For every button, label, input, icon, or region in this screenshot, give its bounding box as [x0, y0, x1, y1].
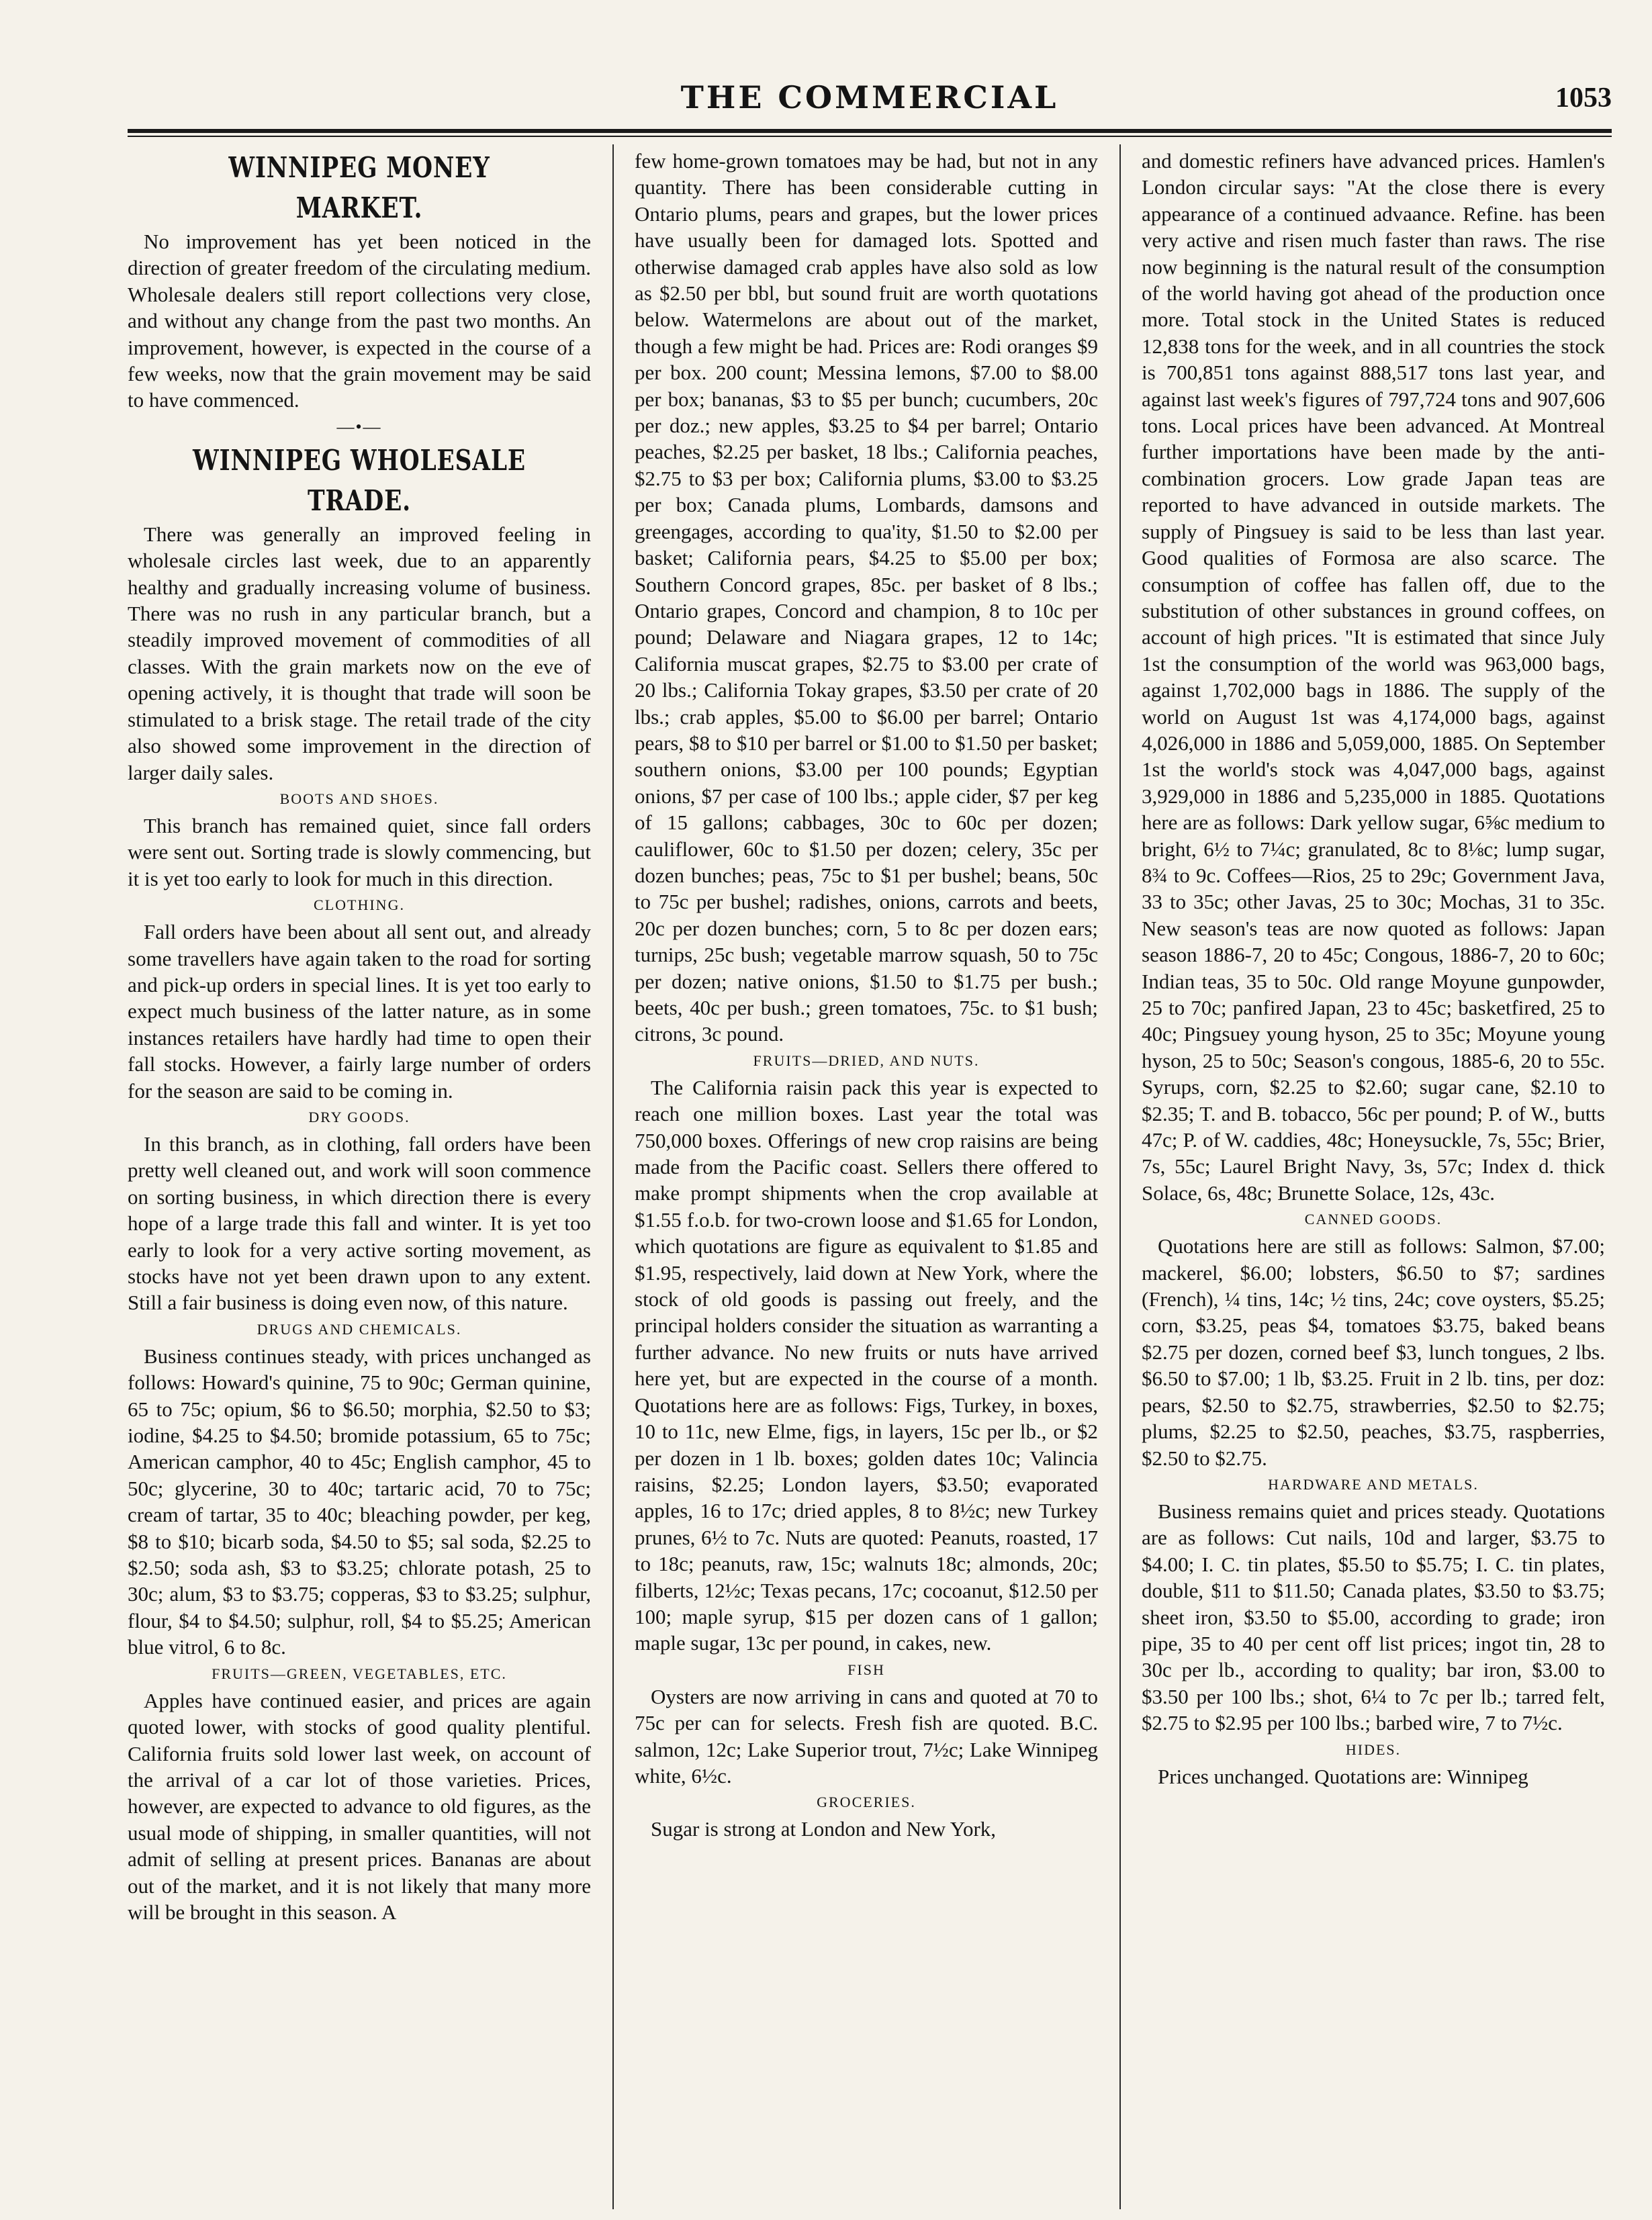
column-2	[635, 148, 1098, 2209]
subheading-groceries: GROCERIES.	[817, 1794, 916, 1811]
subheading-canned-goods: CANNED GOODS.	[1304, 1211, 1442, 1228]
page-number: 1053	[1555, 83, 1612, 113]
column-3	[1142, 148, 1605, 2209]
section-heading-money-market: WINNIPEG MONEY MARKET.	[228, 151, 490, 224]
article-paragraph: Quotations here are still as follows: Salmon, $7.00; mackerel, $6.00; lobsters, $6.50 to $7; sardines (French), ¼ tins, 14c; ½ tins, 24c; cove oysters, $5.25; corn, $3.25, peas $4, tomatoes $3.75, baked beans $2.75 per dozen, corned beef $3, lunch tongues, 2 lbs. $6.50 to $7.00; 1 lb, $3.25. Fruit in 2 lb. tins, per doz: pears, $2.50 to $2.75, strawberries, $2.50 to $2.75; plums, $2.25 to $2.50, peaches, $3.75, raspberries, $2.50 to $2.75.	[1142, 1234, 1605, 1470]
article-paragraph: The California raisin pack this year is expected to reach one million boxes. Last year the total was 750,000 boxes. Offerings of new crop raisins are being made from the Pacific coast. Sellers there offered to make prompt shipments when the crop available at $1.55 f.o.b. for two-crown loose and $1.65 for London, which quotations are figure as equivalent to $1.85 and $1.95, respectively, laid down at New York, where the stock of old goods is passing out freely, and the principal holders consider the situation as warranting a further advance. No new fruits or nuts have arrived here yet, but are expected in the course of a month. Quotations here are as follows: Figs, Turkey, in boxes, 10 to 11c, new Elme, figs, in layers, 15c per lb., or $2 per dozen in 1 lb. boxes; golden dates 10c; Valincia raisins, $2.25; London layers, $3.50; evaporated apples, 16 to 17c; dried apples, 8 to 8½c; new Turkey prunes, 6½ to 7c. Nuts are quoted: Peanuts, roasted, 17 to 18c; peanuts, raw, 15c; walnuts 18c; almonds, 20c; filberts, 12½c; Texas pecans, 17c; cocoanut, $12.50 per 100; maple syrup, $15 per dozen cans of 1 gallon; maple sugar, 13c per pound, in cakes, new.	[635, 1075, 1098, 1655]
article-paragraph: Sugar is strong at London and New York,	[651, 1817, 997, 1841]
article-paragraph: This branch has remained quiet, since fall orders were sent out. Sorting trade is slowly commencing, but it is yet too early to look for much in this direction.	[128, 813, 591, 890]
header-rule	[128, 129, 1612, 133]
article-paragraph: Fall orders have been about all sent out, and already some travellers have again taken to the road for sorting and pick-up orders in special lines. It is yet too early to expect much business of the latter nature, as in some instances retailers have hardly had time to open their fall stocks. However, a fairly large number of orders for the season are said to be coming in.	[128, 920, 591, 1103]
subheading-clothing: CLOTHING.	[314, 896, 405, 914]
subheading-fish: FISH	[847, 1661, 885, 1678]
article-paragraph: few home-grown tomatoes may be had, but not in any quantity. There has been considerable cutting in Ontario plums, pears and grapes, but the lower prices have usually been for damaged lots. Spotted and otherwise damaged crab apples have also sold as low as $2.50 per bbl, but sound fruit are worth quotations below. Watermelons are about out of the market, though a few might be had. Prices are: Rodi oranges $9 per box. 200 count; Messina lemons, $7.00 to $8.00 per box; bananas, $3 to $5 per bunch; cucumbers, 20c per doz.; new apples, $3.25 to $4 per barrel; Ontario peaches, $2.25 per basket, 18 lbs.; California peaches, $2.75 to $3 per box; California plums, $3.00 to $3.25 per box; Canada plums, Lombards, damsons and greengages, according to qua'ity, $1.50 to $2.00 per basket; California pears, $4.25 to $5.00 per box; Southern Concord grapes, 85c. per basket of 8 lbs.; Ontario grapes, Concord and champion, 8 to 10c per pound; Delaware and Niagara grapes, 12 to 14c; California muscat grapes, $2.75 to $3.00 per crate of 20 lbs.; California Tokay grapes, $3.50 per crate of 20 lbs.; crab apples, $5.00 to $6.00 per barrel; Ontario pears, $8 to $10 per barrel or $1.00 to $1.50 per basket; southern onions, $3.00 per 100 pounds; Egyptian onions, $7 per case of 100 lbs.; apple cider, $7 per keg of 15 gallons; cabbages, 30c to 60c per dozen; cauliflower, 60c to $1.50 per dozen; celery, 35c per dozen bunches; peas, 75c to $1 per bushel; beans, 50c to 75c per bushel; radishes, onions, carrots and beets, 20c per dozen bunches; corn, 5 to 8c per dozen ears; turnips, 25c bush; vegetable marrow squash, 50 to 75c per dozen; native onions, $1.50 to $1.75 per bush.; beets, 40c per bush.; green tomatoes, 75c. to $1 bush; citrons, 3c pound.	[635, 149, 1098, 1046]
article-paragraph: In this branch, as in clothing, fall orders have been pretty well cleaned out, and work will soon commence on sorting business, in which direction there is every hope of a large trade this fall and winter. It is yet too early to look for a very active sorting movement, as stocks have not yet been drawn upon to any extent. Still a fair business is doing even now, of this nature.	[128, 1131, 591, 1315]
subheading-fruits-green: FRUITS—GREEN, VEGETABLES, ETC.	[212, 1665, 507, 1682]
article-paragraph: Prices unchanged. Quotations are: Winnipeg	[1158, 1764, 1528, 1788]
masthead: THE COMMERCIAL	[680, 79, 1059, 115]
subheading-hides: HIDES.	[1345, 1741, 1402, 1758]
article-paragraph: Business remains quiet and prices steady. Quotations are as follows: Cut nails, 10d and larger, $3.75 to $4.00; I. C. tin plates, $5.50 to $5.75; I. C. tin plates, double, $11 to $11.50; Canada plates, $3.50 to $3.75; sheet iron, $3.50 to $5.00, according to grade; iron pipe, 35 to 40 per cent off list prices; ingot tin, 28 to 30c per lb., according to quality; bar iron, $3.00 to $3.50 per 100 lbs.; shot, 6¼ to 7c per lb.; tarred felt, $2.75 to $2.95 per 100 lbs.; barbed wire, 7 to 7½c.	[1142, 1499, 1605, 1735]
article-paragraph: and domestic refiners have advanced prices. Hamlen's London circular says: "At the close there is every appearance of a continued advaance. Refine. has been very active and risen much faster than raws. The rise now beginning is the natural result of the consumption of the world having got ahead of the production once more. Total stock in the United States is reduced 12,838 tons for the week, and in all countries the stock is 700,851 tons against 888,517 tons last year, and against last week's figures of 797,724 tons and 907,606 tons. Local prices have been advanced. At Montreal further importations have been made by the anti-combination grocers. Low grade Japan teas are reported to have advanced in outside markets. The supply of Pingsuey is said to be less than last year. Good qualities of Formosa are also scarce. The consumption of coffee has fallen off, due to the substitution of other substances in ground coffees, on account of high prices. "It is estimated that since July 1st the consumption of the world was 963,000 bags, against 1,702,000 bags in 1886. The supply of the world on August 1st was 4,174,000 bags, against 4,026,000 in 1886 and 5,059,000, 1885. On September 1st the world's stock was 4,047,000 bags, against 3,929,000 in 1886 and 5,235,000 in 1885. Quotations here are as follows: Dark yellow sugar, 6⅝c medium to bright, 6½ to 7¼c; granulated, 8c to 8⅛c; lump sugar, 8¾ to 9c. Coffees—Rios, 25 to 29c; Government Java, 33 to 35c; other Javas, 25 to 30c; Mochas, 31 to 35c. New season's teas are now quoted as follows: Japan season 1886-7, 20 to 45c; Congous, 1886-7, 20 to 60c; Indian teas, 35 to 50c. Old range Moyune gunpowder, 25 to 70c; panfired Japan, 23 to 45c; basketfired, 25 to 40c; Pingsuey young hyson, 25 to 35c; Moyune young hyson, 25 to 50c; Season's congous, 1885-6, 20 to 55c. Syrups, corn, $2.25 to $2.60; sugar cane, $2.10 to $2.35; T. and B. tobacco, 56c per pound; P. of W., butts 47c; P. of W. caddies, 48c; Honeysuckle, 7s, 55c; Brier, 7s, 55c; Laurel Bright Navy, 3s, 57c; Index d. thick Solace, 6s, 48c; Brunette Solace, 12s, 43c.	[1142, 149, 1605, 1205]
column-1	[128, 148, 591, 2209]
header-rule-thin	[128, 136, 1612, 137]
subheading-drugs-chemicals: DRUGS AND CHEMICALS.	[257, 1320, 462, 1338]
subheading-boots-shoes: BOOTS AND SHOES.	[279, 790, 439, 807]
page-header	[128, 79, 1612, 133]
article-paragraph: Apples have continued easier, and prices are again quoted lower, with stocks of good quality plentiful. California fruits sold lower last week, on account of the arrival of a car lot of those varieties. Prices, however, are expected to advance to old figures, as the usual mode of shipping, in smaller quantities, will not admit of selling at present prices. Bananas are about out of the market, and it is not likely that many more will be brought in this season. A	[128, 1688, 591, 1924]
section-heading-wholesale-trade: WINNIPEG WHOLESALE TRADE.	[193, 443, 526, 517]
article-paragraph: Business continues steady, with prices unchanged as follows: Howard's quinine, 75 to 90c; German quinine, 65 to 75c; opium, $6 to $6.50; morphia, $2.50 to $3; iodine, $4.25 to $4.50; bromide potassium, 65 to 75c; American camphor, 40 to 45c; English camphor, 45 to 50c; glycerine, 30 to 40c; tartaric acid, 70 to 75c; cream of tartar, 35 to 40c; bleaching powder, per keg, $8 to $10; bicarb soda, $4.50 to $5; sal soda, $2.25 to $2.50; soda ash, $3 to $3.25; chlorate potash, 25 to 30c; alum, $3 to $3.75; copperas, $3 to $3.25; sulphur, flour, $4 to $4.50; sulphur, roll, $4 to $5.25; American blue vitrol, 6 to 8c.	[128, 1344, 591, 1659]
ornament-divider: —•—	[336, 416, 382, 436]
article-paragraph: No improvement has yet been noticed in the direction of greater freedom of the circulating medium. Wholesale dealers still report collections very close, and without any change from the past two months. An improvement, however, is expected in the course of a few weeks, now that the grain movement may be said to have commenced.	[128, 230, 591, 412]
article-paragraph: There was generally an improved feeling in wholesale circles last week, due to an apparently healthy and gradually increasing volume of business. There was no rush in any particular branch, but a steadily improved movement of commodities of all classes. With the grain markets now on the eve of opening actively, it is thought that trade will soon be stimulated to a brisk stage. The retail trade of the city also showed some improvement in the direction of larger daily sales.	[128, 522, 591, 784]
column-divider	[612, 144, 614, 2209]
column-divider	[1119, 144, 1121, 2209]
article-paragraph: Oysters are now arriving in cans and quoted at 70 to 75c per can for selects. Fresh fish are quoted. B.C. salmon, 12c; Lake Superior trout, 7½c; Lake Winnipeg white, 6½c.	[635, 1684, 1098, 1788]
subheading-dry-goods: DRY GOODS.	[308, 1108, 410, 1125]
subheading-hardware-metals: HARDWARE AND METALS.	[1268, 1475, 1479, 1493]
subheading-fruits-dried: FRUITS—DRIED, AND NUTS.	[753, 1052, 980, 1069]
